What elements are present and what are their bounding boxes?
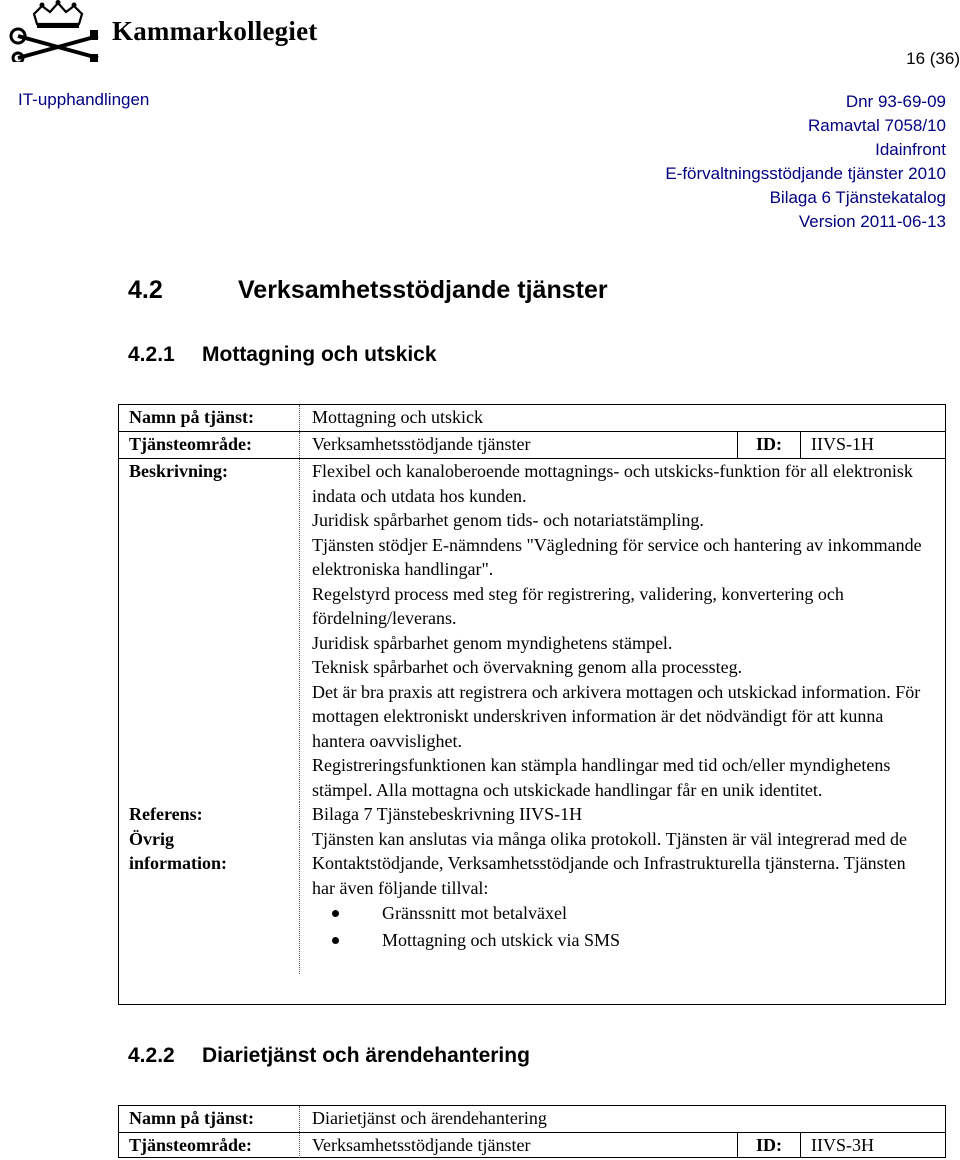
service-id: IIVS-1H	[800, 432, 945, 458]
other-info-label	[119, 827, 299, 975]
table-row	[119, 459, 945, 802]
service-area: Verksamhetsstödjande tjänster	[299, 432, 737, 458]
description-paragraph: Registreringsfunktionen kan stämpla handlingar med tid och/eller myndighetens stämpel. Alla mottagna och utskickade handlingar får en unik identitet.	[312, 755, 891, 800]
header-right-block	[665, 90, 946, 234]
page-number: 16 (36)	[906, 49, 960, 68]
list-item: Gränssnitt mot betalväxel	[312, 900, 929, 927]
id-label: ID:	[737, 1133, 800, 1158]
header-left-label: IT-upphandlingen	[18, 90, 150, 109]
description-paragraph: Teknisk spårbarhet och övervakning genom alla processteg.	[312, 657, 743, 677]
section-number: 4.2	[128, 276, 163, 304]
service-table	[118, 1105, 946, 1158]
subsection-title: Diarietjänst och ärendehantering	[202, 1044, 530, 1067]
table-row	[119, 405, 945, 432]
list-item: Mottagning och utskick via SMS	[312, 927, 929, 954]
description-paragraph: Juridisk spårbarhet genom myndighetens stämpel.	[312, 632, 673, 653]
options-list	[312, 900, 929, 954]
org-name: Kammarkollegiet	[112, 16, 318, 46]
service-area: Verksamhetsstödjande tjänster	[299, 1133, 737, 1158]
id-label: ID:	[737, 432, 800, 458]
description-paragraph: Det är bra praxis att registrera och arkivera mottagen och utskickad information. För mottagen elektroniskt underskriven information är det nödvändigt för att kunna hantera oavvislighet.	[312, 681, 921, 751]
table-row	[119, 1133, 945, 1158]
table-row	[119, 802, 945, 827]
subsection-heading	[128, 343, 437, 367]
header-line: Ramavtal 7058/10	[808, 116, 946, 135]
other-info-label-line: Övrig	[129, 828, 174, 849]
header-line: Bilaga 6 Tjänstekatalog	[769, 188, 946, 207]
service-name: Diarietjänst och ärendehantering	[299, 1106, 945, 1132]
subsection-title: Mottagning och utskick	[202, 343, 437, 366]
section-title: Verksamhetsstödjande tjänster	[238, 276, 608, 304]
other-info	[299, 827, 945, 975]
description-paragraph: Flexibel och kanaloberoende mottagnings- och utskicks-funktion för all elektronisk indata och utdata hos kunden.	[312, 461, 913, 506]
other-info-label-line: information:	[129, 852, 227, 873]
description-paragraph: Regelstyrd process med steg för registrering, validering, konvertering och fördelning/leverans.	[312, 583, 844, 628]
area-label: Tjänsteområde:	[129, 1135, 252, 1155]
header-line: Idainfront	[875, 140, 946, 159]
description-paragraph: Juridisk spårbarhet genom tids- och notariatstämpling.	[312, 510, 704, 530]
header-line: E-förvaltningsstödjande tjänster 2010	[665, 164, 946, 183]
other-info-text: Tjänsten kan anslutas via många olika protokoll. Tjänsten är väl integrerad med de Kontaktstödjande, Verksamhetsstödjande och Infrastrukturella tjänsterna. Tjänsten har även följande tillval:	[312, 828, 907, 898]
subsection-heading	[128, 1044, 530, 1068]
reference: Bilaga 7 Tjänstebeskrivning IIVS-1H	[299, 802, 945, 827]
section-heading	[128, 276, 608, 305]
table-row	[119, 432, 945, 459]
description-label: Beskrivning:	[129, 461, 229, 481]
crown-keys-icon	[6, 0, 110, 62]
header-line: Dnr 93-69-09	[845, 92, 946, 111]
reference-label: Referens:	[129, 804, 203, 824]
header-line: Version 2011-06-13	[798, 212, 946, 231]
service-name: Mottagning och utskick	[299, 405, 945, 431]
table-row	[119, 1106, 945, 1133]
name-label: Namn på tjänst:	[129, 407, 255, 427]
description-paragraph: Tjänsten stödjer E-nämndens "Vägledning för service och hantering av inkommande elektroniska handlingar".	[312, 534, 922, 579]
area-label: Tjänsteområde:	[129, 434, 252, 454]
service-id: IIVS-3H	[800, 1133, 945, 1158]
bullet-icon	[332, 937, 339, 944]
description	[299, 459, 945, 802]
bullet-icon	[332, 910, 339, 917]
subsection-number: 4.2.1	[128, 343, 175, 366]
table-row	[119, 827, 945, 975]
subsection-number: 4.2.2	[128, 1044, 175, 1067]
service-table	[118, 404, 946, 1005]
name-label: Namn på tjänst:	[129, 1108, 255, 1128]
